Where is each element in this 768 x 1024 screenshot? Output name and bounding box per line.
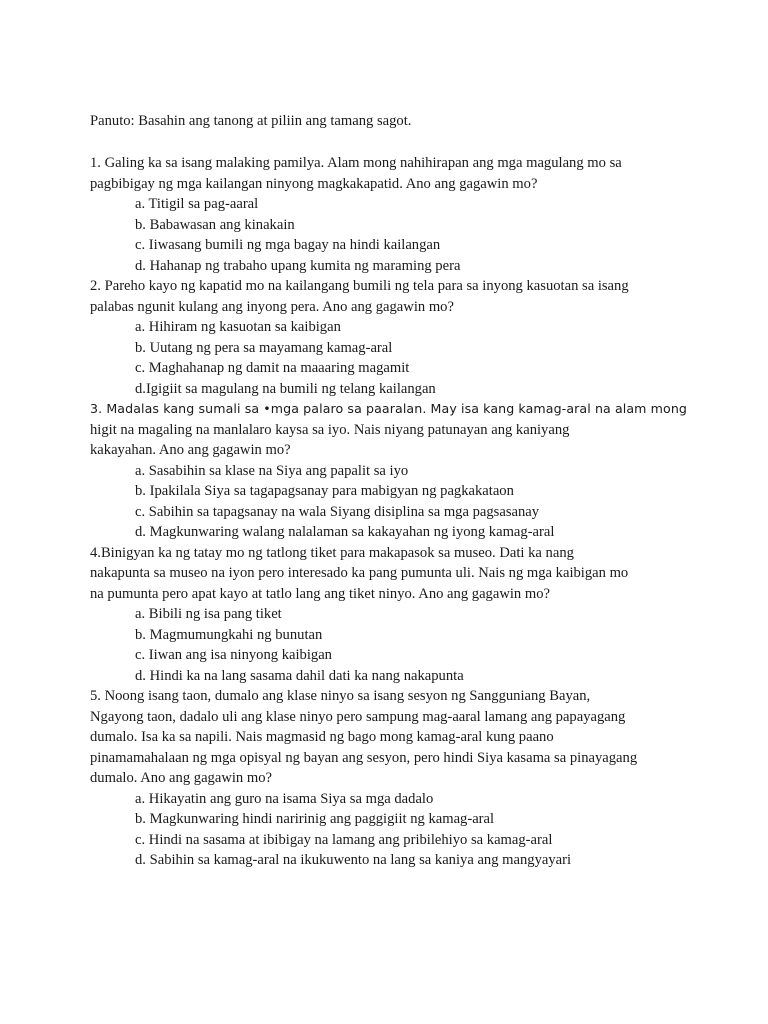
question-3-choices: [90, 461, 690, 543]
question-text-line: pagbibigay ng mga kailangan ninyong magkakapatid. Ano ang gagawin mo?: [90, 175, 538, 192]
question-text-line: nakapunta sa museo na iyon pero interesado ka pang pumunta uli. Nais ng mga kaibigan mo: [90, 565, 629, 581]
instruction-text: Panuto: Basahin ang tanong at piliin ang tamang sagot.: [90, 113, 412, 129]
question-text-line: na pumunta pero apat kayo at tatlo lang ang tiket ninyo. Ano ang gagawin mo?: [90, 585, 550, 602]
choice-d: d. Hindi ka na lang sasama dahil dati ka nang nakapunta: [135, 667, 464, 684]
question-4-choices: [90, 604, 690, 686]
question-1-text: [90, 153, 690, 194]
question-2: [90, 276, 690, 399]
question-list: [90, 153, 690, 871]
choice-c: c. Iiwan ang isa ninyong kaibigan: [135, 647, 332, 663]
choice-d: d. Magkunwaring walang nalalaman sa kakayahan ng iyong kamag-aral: [135, 524, 555, 540]
question-4: [90, 543, 690, 687]
question-5: [90, 686, 690, 871]
question-text-line: 5. Noong isang taon, dumalo ang klase ninyo sa isang sesyon ng Sangguniang Bayan,: [90, 688, 591, 704]
question-text-line: 2. Pareho kayo ng kapatid mo na kailangang bumili ng tela para sa inyong kasuotan sa isang: [90, 278, 629, 294]
choice-c: c. Hindi na sasama at ibibigay na lamang ang pribilehiyo sa kamag-aral: [135, 831, 553, 848]
question-text-line: dumalo. Isa ka sa napili. Nais magmasid ng bago mong kamag-aral kung paano: [90, 729, 554, 745]
question-text-line: 3. Madalas kang sumali sa •mga palaro sa paaralan. May isa kang kamag-aral na alam mong: [90, 401, 688, 416]
question-5-choices: [90, 789, 690, 871]
choice-d: d. Sabihin sa kamag-aral na ikukuwento na lang sa kaniya ang mangyayari: [135, 852, 572, 868]
question-2-choices: [90, 317, 690, 399]
question-text-line: Ngayong taon, dadalo uli ang klase ninyo pero sampung mag-aaral lamang ang papayagang: [90, 708, 626, 725]
choice-c: c. Iiwasang bumili ng mga bagay na hindi kailangan: [135, 237, 441, 253]
choice-b: b. Uutang ng pera sa mayamang kamag-aral: [135, 339, 393, 356]
choice-a: a. Hikayatin ang guro na isama Siya sa mga dadalo: [135, 790, 434, 807]
question-3-text: [90, 399, 690, 461]
question-text-line: higit na magaling na manlalaro kaysa sa iyo. Nais niyang patunayan ang kaniyang: [90, 421, 570, 438]
choice-a: a. Bibili ng isa pang tiket: [135, 606, 282, 622]
question-1: [90, 153, 690, 276]
question-text-line: palabas ngunit kulang ang inyong pera. Ano ang gagawin mo?: [90, 298, 454, 315]
choice-b: b. Magmumungkahi ng bunutan: [135, 626, 323, 643]
question-3: [90, 399, 690, 543]
question-text-line: 4.Binigyan ka ng tatay mo ng tatlong tiket para makapasok sa museo. Dati ka nang: [90, 544, 574, 561]
question-1-choices: [90, 194, 690, 276]
choice-b: b. Magkunwaring hindi naririnig ang paggigiit ng kamag-aral: [135, 811, 495, 827]
choice-d: d. Hahanap ng trabaho upang kumita ng maraming pera: [135, 257, 461, 274]
question-2-text: [90, 276, 690, 317]
choice-b: b. Ipakilala Siya sa tagapagsanay para mabigyan ng pagkakataon: [135, 483, 514, 499]
choice-c: c. Sabihin sa tapagsanay na wala Siyang disiplina sa mga pagsasanay: [135, 503, 540, 520]
choice-a: a. Titigil sa pag-aaral: [135, 196, 259, 212]
choice-d: d.Igigiit sa magulang na bumili ng telang kailangan: [135, 380, 436, 397]
question-text-line: 1. Galing ka sa isang malaking pamilya. Alam mong nahihirapan ang mga magulang mo sa: [90, 155, 622, 171]
question-text-line: dumalo. Ano ang gagawin mo?: [90, 770, 272, 786]
question-4-text: [90, 543, 690, 605]
choice-b: b. Babawasan ang kinakain: [135, 216, 295, 233]
question-text-line: pinamamahalaan ng mga opisyal ng bayan ang sesyon, pero hindi Siya kasama sa pinayagang: [90, 749, 638, 766]
choice-a: a. Sasabihin sa klase na Siya ang papalit sa iyo: [135, 462, 409, 479]
choice-a: a. Hihiram ng kasuotan sa kaibigan: [135, 319, 341, 335]
question-text-line: kakayahan. Ano ang gagawin mo?: [90, 442, 291, 458]
choice-c: c. Maghahanap ng damit na maaaring magamit: [135, 360, 410, 376]
question-5-text: [90, 686, 690, 789]
